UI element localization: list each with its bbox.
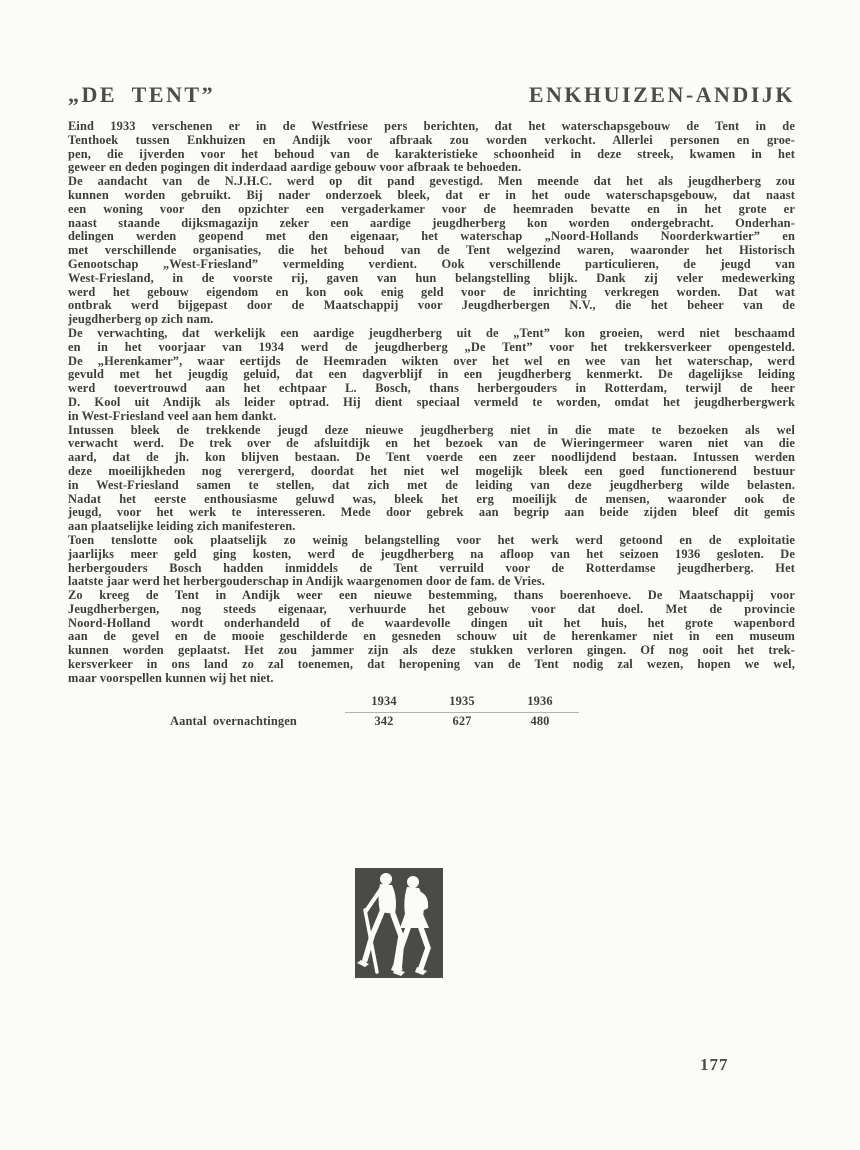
text-line: Tenthoek tussen Enkhuizen en Andijk voor afbraak zou worden verkocht. Allerlei personen en groe- [68,132,795,147]
text-line: West-Friesland, in de voorste rij, gaven van hun belangstelling blijk. Dank zij veler medewerking [68,270,795,285]
two-hikers-icon [355,868,443,978]
text-line: herbergouders Bosch hadden inmiddels de Tent verruild voor de Rotterdamse jeugdherberg. Het [68,560,795,575]
page-header [68,82,795,108]
table-year-header: 1936 [527,693,553,708]
text-line: De verwachting, dat werkelijk een aardige jeugdherberg uit de „Tent” kon groeien, werd niet beschaamd [68,325,795,340]
text-line: aan plaatselijke leiding zich manifesteren. [68,519,296,534]
text-line: ontbrak werd bijgepast door de Maatschappij voor Jeugdherbergen N.V., die het beheer van de [68,298,795,313]
text-line: jaarlijks meer geld ging kosten, werd de jeugdherberg na afloop van het seizoen 1936 gesloten. De [68,546,795,561]
text-line: Toen tenslotte ook plaatselijk zo weinig belangstelling voor het werk werd getoond en de exploitatie [68,532,795,547]
text-line: een woning voor den opzichter een vergaderkamer voor de heemraden bevatte en in het grote er [68,201,795,216]
text-line: in West-Friesland samen te stellen, dat zich met de leiding van deze jeugdherberg wilde belasten. [68,477,795,492]
page-title: „DE TENT” [68,82,216,107]
text-line: jeugdherberg op zich nam. [68,312,214,327]
paragraph [68,534,795,589]
page-number: 177 [700,1055,729,1074]
text-line: laatste jaar werd het herbergouderschap in Andijk waargenomen door de fam. de Vries. [68,574,545,589]
text-line: Jeugdherbergen, nog steeds eigenaar, verhuurde het gebouw voor dat doel. Met de provincie [68,601,795,616]
text-line: aard, dat de jh. kon blijven bestaan. De Tent voerde een zeer noodlijdend bestaan. Intussen werden [68,450,795,465]
text-line: geweer en deden pogingen dit inderdaad aardige gebouw voor afbraak te behoeden. [68,160,522,175]
text-line: verwacht werd. De trek over de afsluitdijk en het bezoek van de Wieringermeer waren niet van die [68,436,795,451]
paragraph [68,589,795,686]
text-line: met verschillende organisaties, die het behoud van de Tent welgezind waren, waaronder het Historisch [68,243,795,258]
overnight-stays-table [170,695,795,730]
text-line: De „Herenkamer”, waar eertijds de Heemraden wikten over het wel en wee van het waterschap, werd [68,353,795,368]
table-value-cell: 342 [374,714,394,729]
table-spacer-cell [170,695,345,709]
table-value-cell: 627 [452,714,472,729]
text-line: kersverkeer in ons land zo zal toenemen, dat heropening van de Tent nodig zal wezen, hopen we wel, [68,657,795,672]
text-line: D. Kool uit Andijk als leider optrad. Hij dient speciaal vermeld te worden, omdat het jeugdherbergwerk [68,394,795,409]
paragraph [68,120,795,175]
text-line: deze moeilijkheden nog verergerd, doordat het niet wel mogelijk bleek een goed functionerend bestuur [68,463,795,478]
text-line: Zo kreeg de Tent in Andijk weer een nieuwe bestemming, thans boerenhoeve. De Maatschappij voor [68,588,795,603]
table-rule [345,712,579,713]
text-line: en in het voorjaar van 1934 werd de jeugdherberg „De Tent” voor het trekkersverkeer opengesteld. [68,339,795,354]
table-row-label: Aantal overnachtingen [170,714,297,729]
text-line: Noord-Holland wordt onderhandeld of de waardevolle dingen uit het huis, het grote wapenbord [68,615,795,630]
text-line: aan de gevel en de mooie geschilderde en gesneden schouw uit de herenkamer niet in een museum [68,629,795,644]
hikers-illustration [355,868,443,978]
text-line: De aandacht van de N.J.H.C. werd op dit pand gevestigd. Men meende dat het als jeugdherberg zou [68,174,795,189]
paragraph [68,424,795,534]
text-line: maar voorspellen kunnen wij het niet. [68,670,274,685]
text-line: Intussen bleek de trekkende jeugd deze nieuwe jeugdherberg niet in die mate te bezoeken als wel [68,422,795,437]
body-text [68,120,795,729]
text-line: pen, die ijverden voor het behoud van de karakteristieke schoonheid in deze streek, kwamen in het [68,146,795,161]
text-line: naast staande dijksmagazijn zeker een aardige jeugdherberg kon worden ondergebracht. Onderhan- [68,215,795,230]
page-subtitle: ENKHUIZEN-ANDIJK [528,82,795,107]
table-year-header: 1934 [371,693,397,708]
text-line: delingen werden geopend met den eigenaar, het waterschap „Noord-Hollands Noorderkwartier” en [68,229,795,244]
text-line: kunnen worden gebruikt. Bij nader onderzoek bleek, dat er in het oude waterschapsgebouw, dat naast [68,187,795,202]
text-line: Genootschap „West-Friesland” vermelding verdient. Ook verschillende particulieren, de jeugd van [68,256,795,271]
table-value-cell: 480 [530,714,550,729]
text-line: kunnen worden geplaatst. Het zou jammer zijn als deze stukken verloren gingen. Of nog ooit het trek- [68,643,795,658]
text-line: werd toevertrouwd aan het echtpaar L. Bosch, thans herbergouders in Rotterdam, terwijl de heer [68,381,795,396]
text-line: jeugd, voor het werk te interesseren. Mede door gebrek aan begrip aan beide zijden bleef dit gemis [68,505,795,520]
text-line: Nadat het eerste enthousiasme geluwd was, bleek het erg moeilijk de mensen, waaronder ook de [68,491,795,506]
text-line: werd het gebouw eigendom en kon ook enig geld voor de inrichting verkregen worden. Dat wat [68,284,795,299]
paragraph [68,175,795,327]
text-line: Eind 1933 verschenen er in de Westfriese pers berichten, dat het waterschapsgebouw de Tent in de [68,119,795,133]
text-line: in West-Friesland veel aan hem dankt. [68,408,277,423]
table-year-header: 1935 [449,693,475,708]
paragraph [68,327,795,424]
text-line: gevuld met het jeugdig geluid, dat een dagverblijf in een jeugdherberg kenmerkt. De dagelijkse leiding [68,367,795,382]
